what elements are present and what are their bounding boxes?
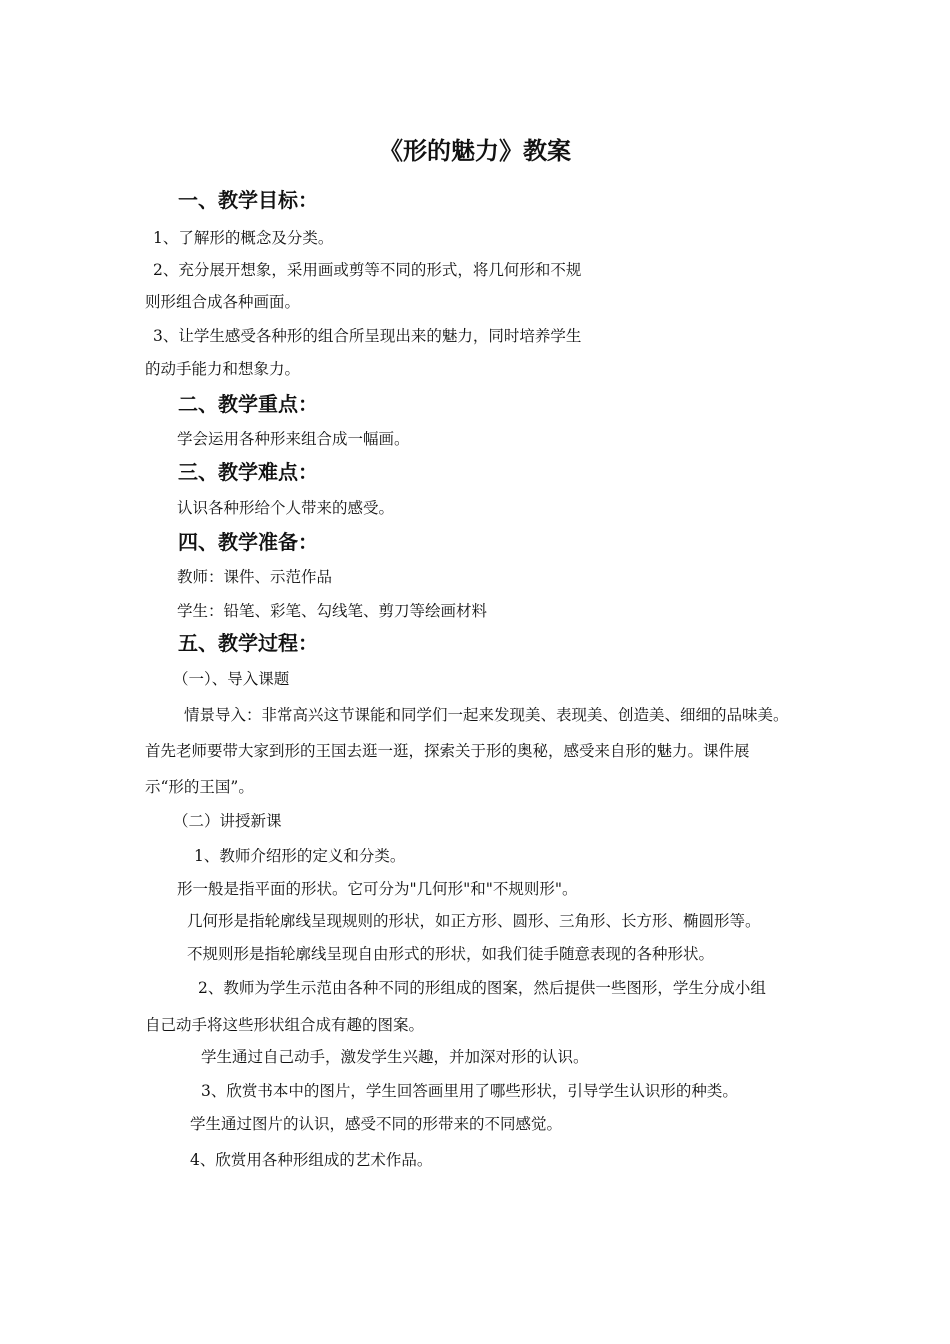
process-step-2-line-2: 自己动手将这些形状组合成有趣的图案。	[145, 1016, 425, 1034]
process-step-1-detail-c: 不规则形是指轮廓线呈现自由形式的形状，如我们徒手随意表现的各种形状。	[187, 945, 715, 963]
goal-item-3-line-2: 的动手能力和想象力。	[145, 360, 301, 378]
process-part1-paragraph-line-2: 首先老师要带大家到形的王国去逛一逛，探索关于形的奥秘，感受来自形的魅力。课件展	[145, 742, 750, 760]
section-heading-difficulties: 三、教学难点：	[178, 460, 318, 484]
section-heading-goals: 一、教学目标：	[178, 188, 318, 212]
process-step-1-detail-b: 几何形是指轮廓线呈现规则的形状，如正方形、圆形、三角形、长方形、椭圆形等。	[187, 912, 761, 930]
process-step-2-line-1: 2、教师为学生示范由各种不同的形组成的图案，然后提供一些图形，学生分成小组	[198, 979, 766, 997]
difficulties-text: 认识各种形给个人带来的感受。	[177, 499, 395, 517]
section-heading-key-points: 二、教学重点：	[178, 392, 318, 416]
process-part1-title: （一）、导入课题	[173, 670, 290, 688]
process-part2-title: （二）讲授新课	[173, 812, 282, 830]
process-part1-paragraph-line-3: 示“形的王国”。	[145, 778, 254, 796]
process-step-3-detail: 学生通过图片的认识，感受不同的形带来的不同感觉。	[190, 1115, 563, 1133]
process-step-2-detail: 学生通过自己动手，激发学生兴趣，并加深对形的认识。	[201, 1048, 589, 1066]
key-points-text: 学会运用各种形来组合成一幅画。	[177, 430, 410, 448]
goal-item-1: 1、了解形的概念及分类。	[153, 229, 334, 247]
section-heading-process: 五、教学过程：	[178, 631, 318, 655]
process-step-3: 3、欣赏书本中的图片，学生回答画里用了哪些形状，引导学生认识形的种类。	[201, 1082, 738, 1100]
preparation-student: 学生：铅笔、彩笔、勾线笔、剪刀等绘画材料	[177, 602, 488, 620]
process-step-4: 4、欣赏用各种形组成的艺术作品。	[190, 1151, 433, 1169]
process-step-1-detail-a: 形一般是指平面的形状。它可分为"几何形"和"不规则形"。	[177, 880, 578, 898]
page-title: 《形的魅力》教案	[379, 137, 571, 165]
process-part1-paragraph-line-1: 情景导入：非常高兴这节课能和同学们一起来发现美、表现美、创造美、细细的品味美。	[184, 706, 789, 724]
preparation-teacher: 教师：课件、示范作品	[177, 568, 333, 586]
section-heading-preparation: 四、教学准备：	[178, 530, 318, 554]
goal-item-3-line-1: 3、让学生感受各种形的组合所呈现出来的魅力，同时培养学生	[153, 327, 582, 345]
goal-item-2-line-1: 2、充分展开想象，采用画或剪等不同的形式，将几何形和不规	[153, 261, 582, 279]
goal-item-2-line-2: 则形组合成各种画面。	[145, 293, 301, 311]
process-step-1: 1、教师介绍形的定义和分类。	[194, 847, 406, 865]
